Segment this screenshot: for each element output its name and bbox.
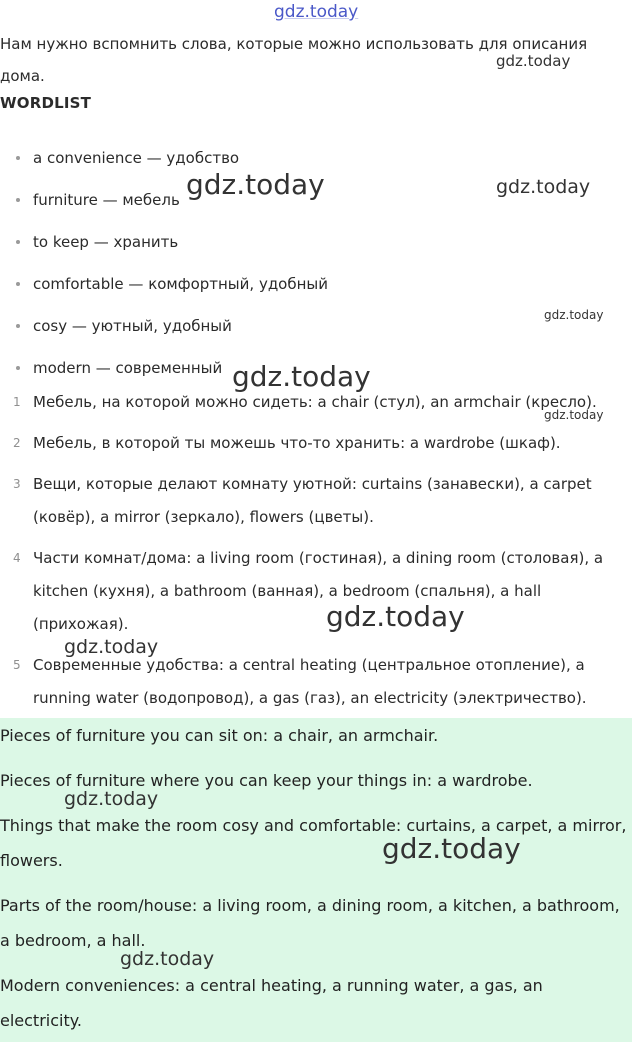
wordlist-item: cosy — уютный, удобный bbox=[16, 312, 328, 354]
step-number: 2 bbox=[13, 436, 21, 450]
wordlist-item: furniture — мебель bbox=[16, 186, 328, 228]
wordlist-item: to keep — хранить bbox=[16, 228, 328, 270]
watermark: gdz.today bbox=[120, 948, 215, 970]
step-text: Мебель, в которой ты можешь что-то хранить: a wardrobe (шкаф). bbox=[33, 434, 561, 452]
step-text: Части комнат/дома: a living room (гостиная), a dining room (столовая), a kitchen (кухня), a bathroom (ванная), a bedroom (спальня), a hall (прихожая). bbox=[33, 549, 604, 633]
watermark-top-link[interactable]: gdz.today bbox=[274, 2, 359, 22]
step-item bbox=[13, 427, 618, 460]
watermark: gdz.today bbox=[544, 308, 604, 322]
watermark: gdz.today bbox=[64, 636, 159, 658]
watermark: gdz.today bbox=[544, 408, 604, 422]
intro-text: Нам нужно вспомнить слова, которые можно использовать для описания дома. bbox=[0, 35, 588, 85]
step-item bbox=[13, 468, 618, 534]
answer-block bbox=[0, 718, 632, 1042]
watermark: gdz.today bbox=[232, 360, 371, 393]
answer-line: Parts of the room/house: a living room, a dining room, a kitchen, a bathroom, a bedroom, a hall. bbox=[0, 896, 620, 950]
answer-line: Pieces of furniture you can sit on: a chair, an armchair. bbox=[0, 726, 439, 745]
watermark: gdz.today bbox=[64, 788, 159, 810]
answer-line: Modern conveniences: a central heating, a running water, a gas, an electricity. bbox=[0, 976, 543, 1030]
steps-list bbox=[13, 386, 618, 723]
watermark: gdz.today bbox=[382, 832, 521, 865]
step-number: 5 bbox=[13, 658, 21, 672]
answer-line: Pieces of furniture where you can keep your things in: a wardrobe. bbox=[0, 771, 533, 790]
step-item bbox=[13, 542, 618, 641]
wordlist-item: modern — современный bbox=[16, 354, 328, 396]
watermark: gdz.today bbox=[326, 600, 465, 633]
step-text: Современные удобства: a central heating (центральное отопление), a running water (водопровод), a gas (газ), an electricity (электричество). bbox=[33, 656, 587, 707]
step-number: 1 bbox=[13, 395, 21, 409]
step-text: Вещи, которые делают комнату уютной: curtains (занавески), a carpet (ковёр), a mirror (зеркало), flowers (цветы). bbox=[33, 475, 592, 526]
step-item bbox=[13, 649, 618, 715]
watermark: gdz.today bbox=[496, 176, 591, 198]
step-number: 3 bbox=[13, 477, 21, 491]
step-text: Мебель, на которой можно сидеть: a chair (стул), an armchair (кресло). bbox=[33, 393, 597, 411]
wordlist-item: comfortable — комфортный, удобный bbox=[16, 270, 328, 312]
answer-line: Things that make the room cosy and comfortable: curtains, a carpet, a mirror, flowers. bbox=[0, 816, 627, 870]
wordlist-heading: WORDLIST bbox=[0, 94, 92, 112]
wordlist-item: a convenience — удобство bbox=[16, 144, 328, 186]
step-number: 4 bbox=[13, 551, 21, 565]
watermark: gdz.today bbox=[186, 168, 325, 201]
watermark: gdz.today bbox=[496, 52, 571, 70]
